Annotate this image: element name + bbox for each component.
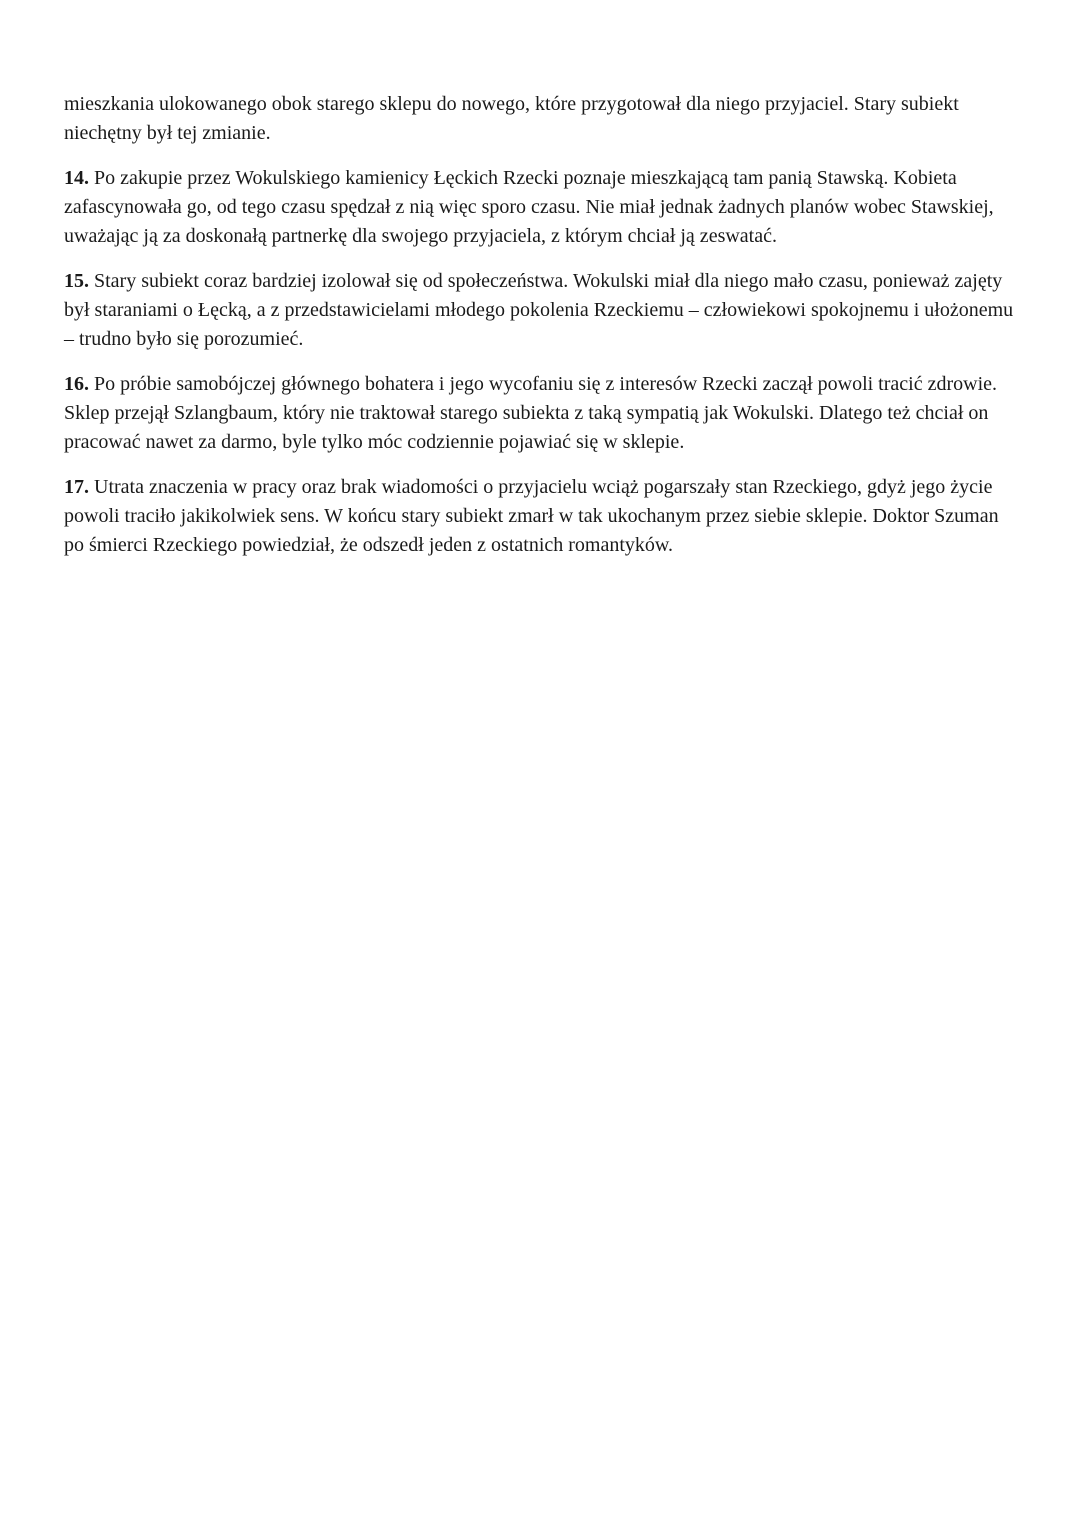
paragraph-15 xyxy=(64,267,1014,354)
paragraph-text: mieszkania ulokowanego obok starego sklepu do nowego, które przygotował dla niego przyjaciel. Stary subiekt niechętny był tej zmianie. xyxy=(64,93,959,144)
paragraph-number: 17. xyxy=(64,476,89,498)
paragraph-17 xyxy=(64,473,1014,560)
paragraph-number: 14. xyxy=(64,167,89,189)
document-body xyxy=(64,90,1014,576)
paragraph-text: Utrata znaczenia w pracy oraz brak wiadomości o przyjacielu wciąż pogarszały stan Rzeckiego, gdyż jego życie powoli traciło jakikolwiek sens. W końcu stary subiekt zmarł w tak ukochanym przez siebie sklepie. Doktor Szuman po śmierci Rzeckiego powiedział, że odszedł jeden z ostatnich romantyków. xyxy=(64,476,999,556)
paragraph-text: Po próbie samobójczej głównego bohatera i jego wycofaniu się z interesów Rzecki zaczął powoli tracić zdrowie. Sklep przejął Szlangbaum, który nie traktował starego subiekta z taką sympatią jak Wokulski. Dlatego też chciał on pracować nawet za darmo, byle tylko móc codziennie pojawiać się w sklepie. xyxy=(64,373,997,453)
paragraph-14 xyxy=(64,164,1014,251)
paragraph-continuation xyxy=(64,90,1014,148)
paragraph-number: 16. xyxy=(64,373,89,395)
paragraph-text: Stary subiekt coraz bardziej izolował się od społeczeństwa. Wokulski miał dla niego mało czasu, ponieważ zajęty był staraniami o Łęcką, a z przedstawicielami młodego pokolenia Rzeckiemu – człowiekowi spokojnemu i ułożonemu – trudno było się porozumieć. xyxy=(64,270,1014,350)
paragraph-text: Po zakupie przez Wokulskiego kamienicy Łęckich Rzecki poznaje mieszkającą tam panią Stawską. Kobieta zafascynowała go, od tego czasu spędzał z nią więc sporo czasu. Nie miał jednak żadnych planów wobec Stawskiej, uważając ją za doskonałą partnerkę dla swojego przyjaciela, z którym chciał ją zeswatać. xyxy=(64,167,994,247)
paragraph-number: 15. xyxy=(64,270,89,292)
paragraph-16 xyxy=(64,370,1014,457)
